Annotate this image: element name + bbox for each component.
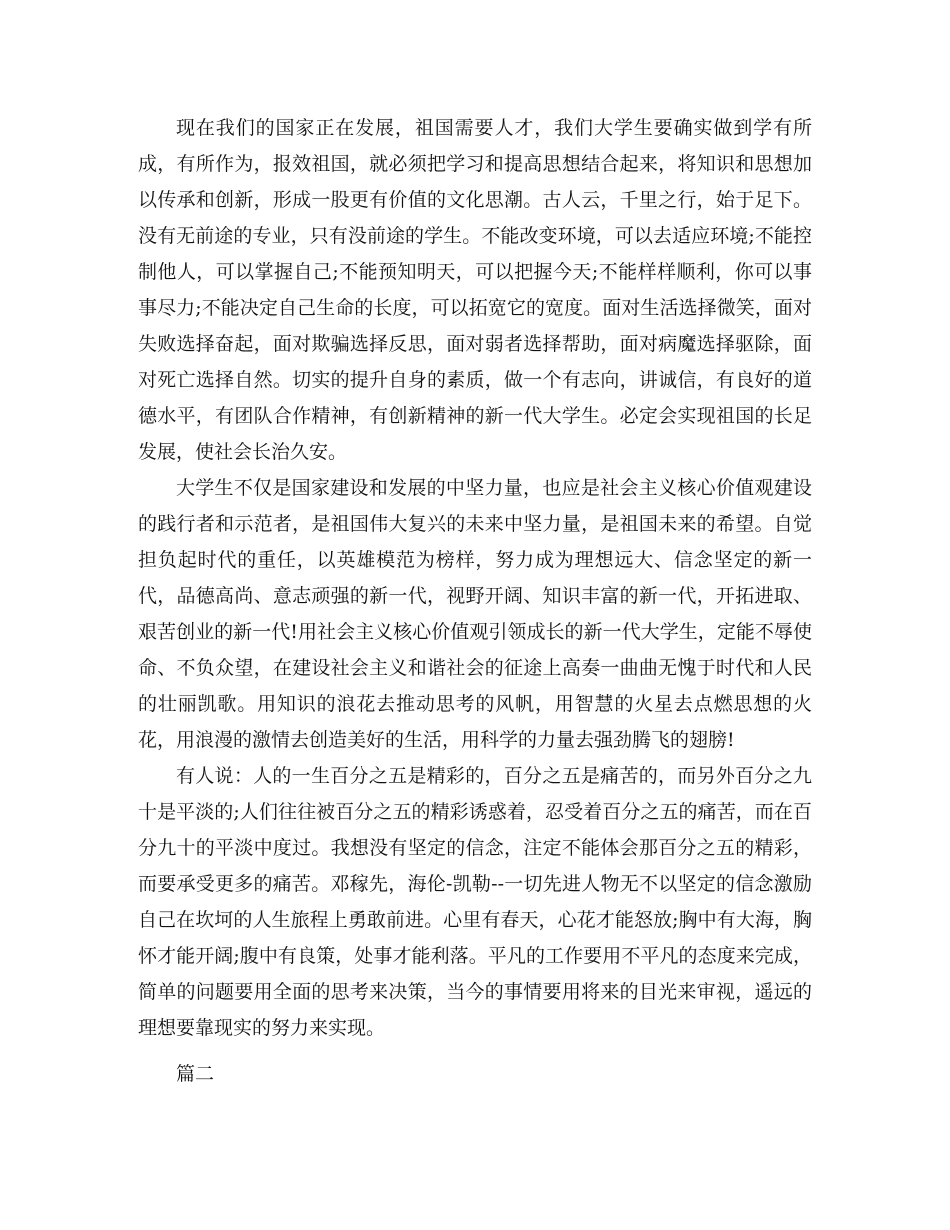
paragraph-1: 现在我们的国家正在发展，祖国需要人才，我们大学生要确实做到学有所成，有所作为，报效祖国，就必须把学习和提高思想结合起来，将知识和思想加以传承和创新，形成一股更有价值的文化思潮。古人云，千里之行，始于足下。没有无前途的专业，只有没前途的学生。不能改变环境，可以去适应环境;不能控制他人，可以掌握自己;不能预知明天，可以把握今天;不能样样顺利，你可以事事尽力;不能决定自己生命的长度，可以拓宽它的宽度。面对生活选择微笑，面对失败选择奋起，面对欺骗选择反思，面对弱者选择帮助，面对病魔选择驱除，面对死亡选择自然。切实的提升自身的素质，做一个有志向，讲诚信，有良好的道德水平，有团队合作精神，有创新精神的新一代大学生。必定会实现祖国的长足发展，使社会长治久安。 <box>138 117 812 463</box>
paragraph-2: 大学生不仅是国家建设和发展的中坚力量，也应是社会主义核心价值观建设的践行者和示范者，是祖国伟大复兴的未来中坚力量，是祖国未来的希望。自觉担负起时代的重任，以英雄模范为榜样，努力成为理想远大、信念坚定的新一代，品德高尚、意志顽强的新一代，视野开阔、知识丰富的新一代，开拓进取、艰苦创业的新一代!用社会主义核心价值观引领成长的新一代大学生，定能不辱使命、不负众望，在建设社会主义和谐社会的征途上高奏一曲曲无愧于时代和人民的壮丽凯歌。用知识的浪花去推动思考的风帆，用智慧的火星去点燃思想的火花，用浪漫的激情去创造美好的生活，用科学的力量去强劲腾飞的翅膀! <box>138 477 812 751</box>
document-body <box>138 110 812 1092</box>
paragraph-3: 有人说：人的一生百分之五是精彩的，百分之五是痛苦的，而另外百分之九十是平淡的;人们往往被百分之五的精彩诱惑着，忍受着百分之五的痛苦，而在百分九十的平淡中度过。我想没有坚定的信念，注定不能体会那百分之五的精彩，而要承受更多的痛苦。邓稼先，海伦-凯勒--一切先进人物无不以坚定的信念激励自己在坎坷的人生旅程上勇敢前进。心里有春天，心花才能怒放;胸中有大海，胸怀才能开阔;腹中有良策，处事才能利落。平凡的工作要用不平凡的态度来完成，简单的问题要用全面的思考来决策，当今的事情要用将来的目光来审视，遥远的理想要靠现实的努力来实现。 <box>138 765 812 1039</box>
section-heading: 篇二 <box>176 1063 215 1085</box>
